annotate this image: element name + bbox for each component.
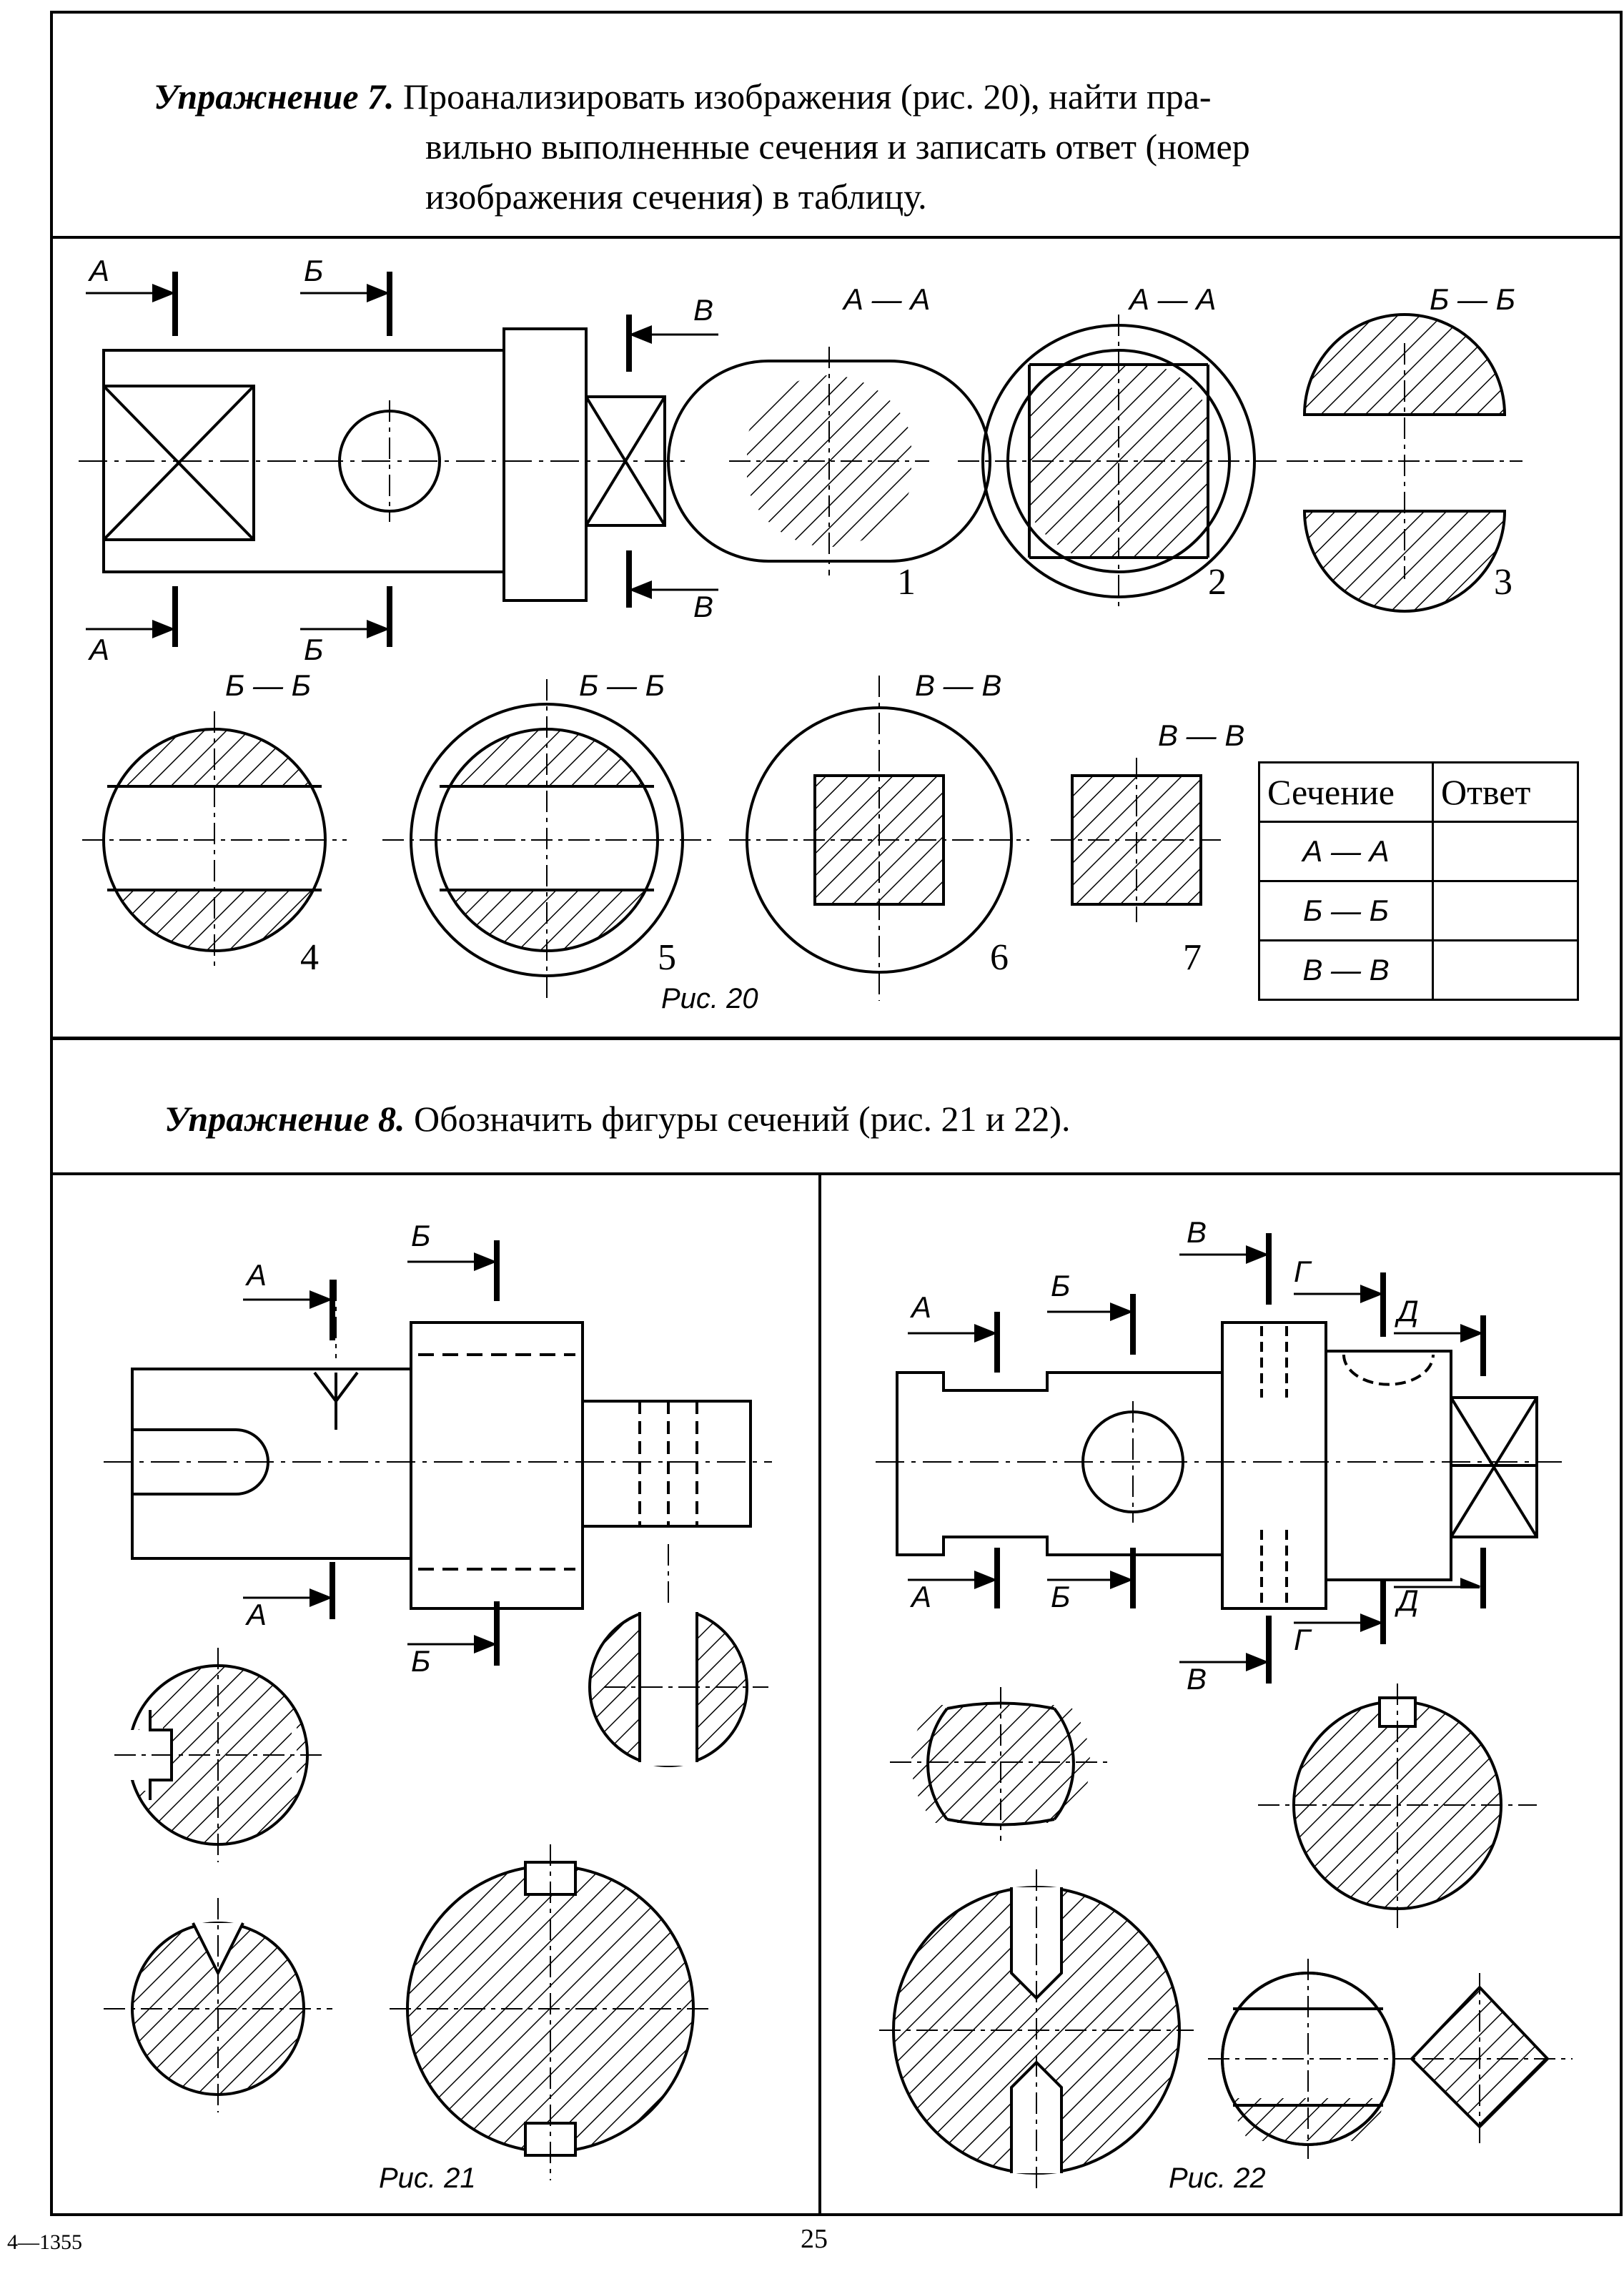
cut-label: Д (1397, 1583, 1419, 1617)
section-number: 1 (897, 562, 916, 603)
answer-cell[interactable] (1433, 881, 1578, 941)
section-title: Б — Б (579, 668, 665, 702)
section-title: А — А (1129, 282, 1217, 316)
exercise7-line2: вильно выполненные сечения и записать ответ (номер (425, 127, 1250, 167)
footer-code: 4—1355 (7, 2230, 82, 2254)
cut-label: А (89, 633, 110, 666)
cut-label: А (911, 1580, 932, 1613)
exercise7-line3: изображения сечения) в таблицу. (425, 177, 927, 217)
section-title: Б — Б (1430, 282, 1516, 316)
table-header: Сечение (1259, 763, 1433, 822)
cut-label: Г (1294, 1255, 1310, 1288)
cut-label: Б (411, 1219, 431, 1252)
cut-label: В (1187, 1662, 1207, 1696)
cut-label: А (247, 1598, 267, 1631)
section-number: 5 (658, 937, 676, 978)
section-title: Б — Б (225, 668, 312, 702)
table-header: Ответ (1433, 763, 1578, 822)
section-number: 4 (300, 937, 319, 978)
section-number: 7 (1183, 937, 1202, 978)
cut-label: Д (1397, 1294, 1419, 1328)
cut-label: А (911, 1290, 932, 1324)
section-title: В — В (1158, 718, 1245, 752)
table-section: В — В (1259, 941, 1433, 1000)
cut-label: В (1187, 1215, 1207, 1249)
cut-label: Б (1051, 1580, 1071, 1613)
exercise7-title: Упражнение 7. (154, 76, 395, 117)
section-number: 3 (1494, 562, 1512, 603)
cut-label: А (89, 254, 110, 287)
cut-label: Б (304, 633, 324, 666)
table-section: Б — Б (1259, 881, 1433, 941)
fig22-caption: Рис. 22 (1169, 2162, 1266, 2194)
cut-label: В (693, 293, 714, 327)
collar (504, 329, 586, 600)
cut-label: Г (1294, 1623, 1310, 1656)
cut-label: Б (411, 1644, 431, 1678)
exercise8-title: Упражнение 8. (164, 1099, 405, 1139)
exercise7-line1: Проанализировать изображения (рис. 20), найти пра- (403, 76, 1212, 117)
cut-label: А (247, 1258, 267, 1292)
cut-label: Б (1051, 1269, 1071, 1302)
answer-cell[interactable] (1433, 941, 1578, 1000)
cut-label: Б (304, 254, 324, 287)
section-title: В — В (915, 668, 1002, 702)
table-section: А — А (1259, 822, 1433, 881)
fig20-caption: Рис. 20 (661, 983, 758, 1014)
page-number: 25 (801, 2224, 828, 2254)
exercise8-body: Обозначить фигуры сечений (рис. 21 и 22). (414, 1099, 1071, 1139)
section-title: А — А (843, 282, 931, 316)
section-number: 6 (990, 937, 1009, 978)
answer-table (1258, 761, 1579, 1001)
cut-label: В (693, 590, 714, 623)
section-number: 2 (1208, 562, 1227, 603)
answer-cell[interactable] (1433, 822, 1578, 881)
fig21-caption: Рис. 21 (379, 2162, 476, 2194)
